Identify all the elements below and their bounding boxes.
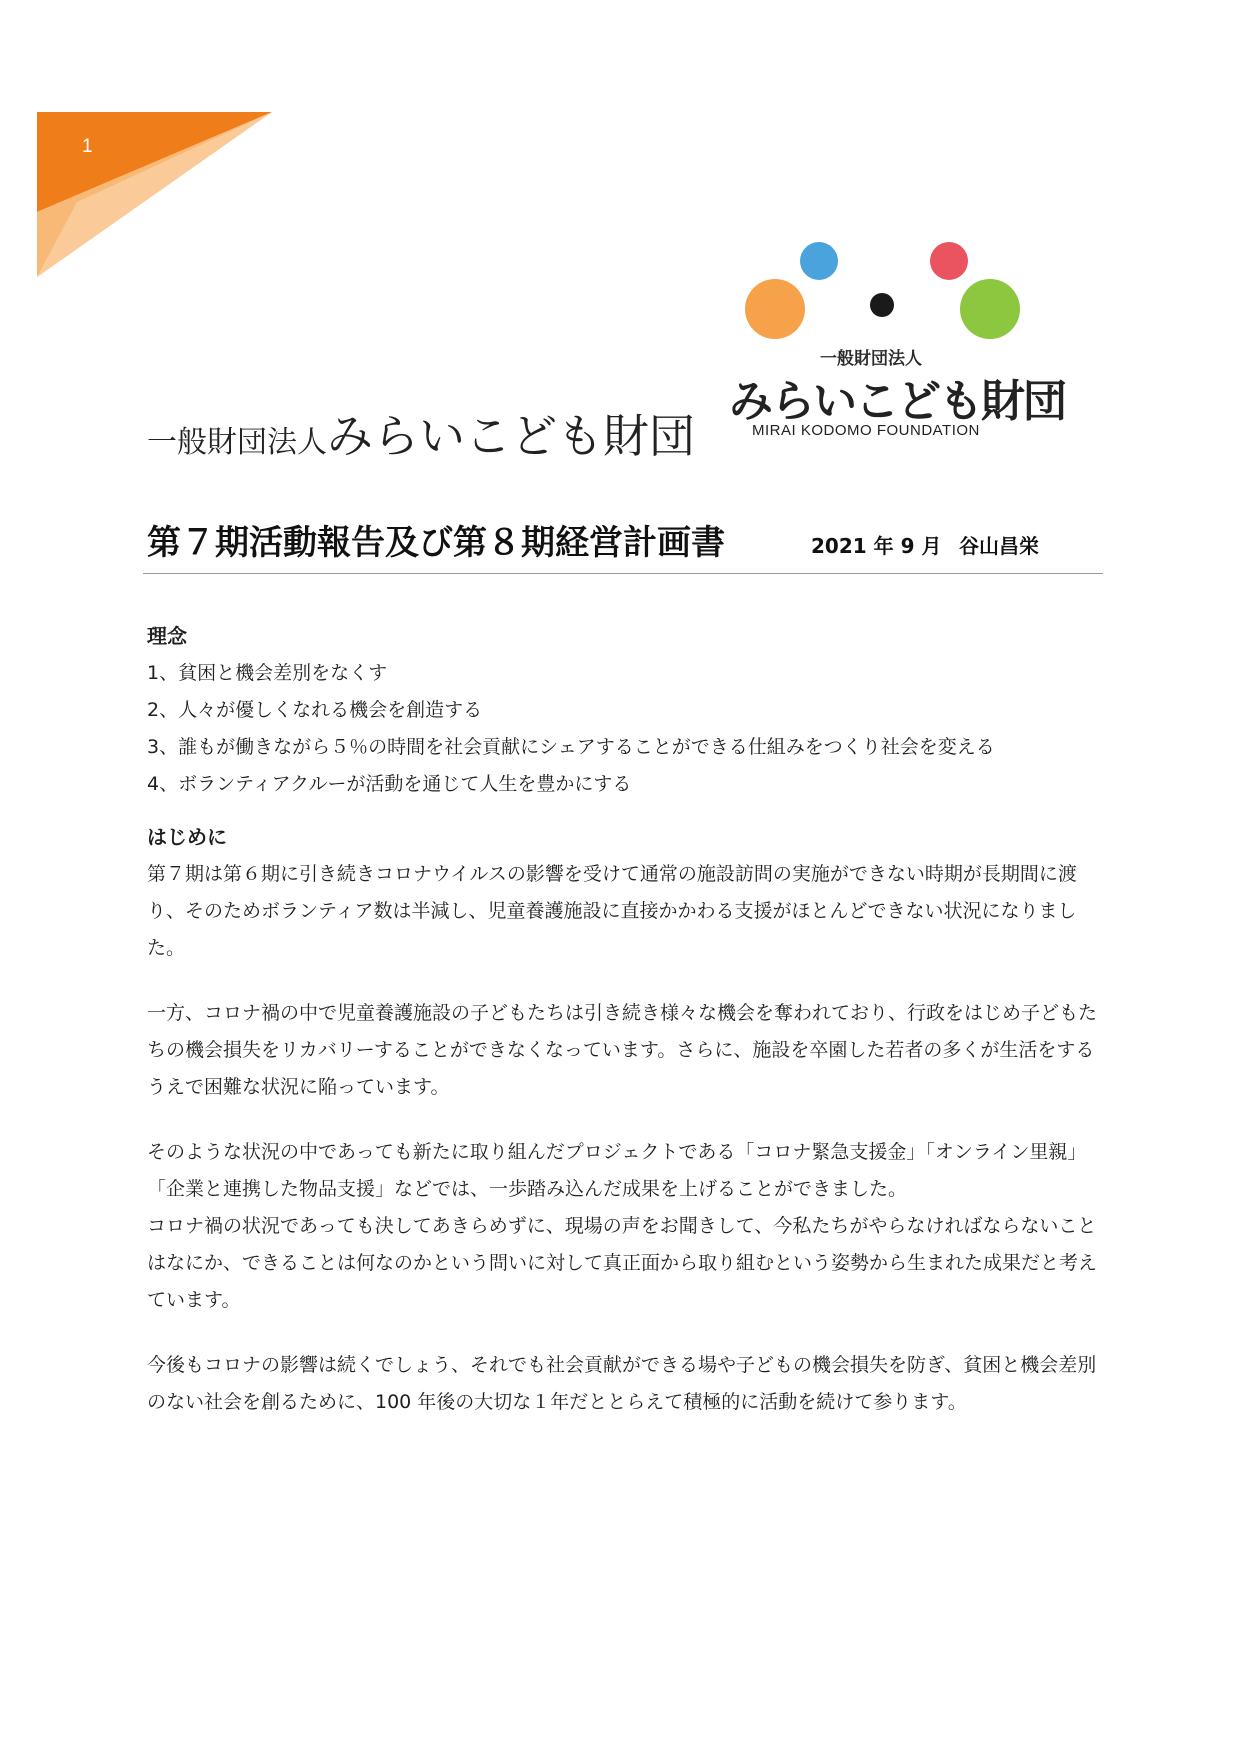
report-date: 2021 年 9 月: [811, 534, 942, 558]
philosophy-list: [147, 655, 1097, 803]
philosophy-item: 2、人々が優しくなれる機会を創造する: [147, 699, 483, 721]
logo-dot-black: [870, 293, 894, 317]
logo-dot-orange: [745, 279, 805, 339]
logo-dot-green: [960, 279, 1020, 339]
logo-subtitle: 一般財団法人: [820, 349, 922, 369]
report-header: [147, 515, 1107, 563]
logo-name: みらいこども財団: [729, 376, 1065, 427]
report-title: 第７期活動報告及び第８期経営計画書: [147, 523, 725, 563]
intro-paragraph: そのような状況の中であっても新たに取り組んだプロジェクトである「コロナ緊急支援金」「オンライン里親」「企業と連携した物品支援」などでは、一歩踏み込んだ成果を上げることができました。: [147, 1141, 1087, 1200]
intro-paragraph: コロナ禍の状況であっても決してあきらめずに、現場の声をお聞きして、今私たちがやらなければならないことはなにか、できることは何なのかという問いに対して真正面から取り組むという姿勢から生まれた成果だと考えています。: [147, 1215, 1098, 1311]
corner-decoration: [37, 112, 272, 277]
page-number: 1: [82, 136, 93, 157]
organization-name: みらいこども財団: [327, 409, 695, 463]
intro-paragraph: 第７期は第６期に引き続きコロナウイルスの影響を受けて通常の施設訪問の実施ができない時期が長期間に渡り、そのためボランティア数は半減し、児童養護施設に直接かかわる支援がほとんどできない状況になりました。: [147, 863, 1077, 959]
foundation-logo: [720, 232, 1065, 447]
report-author: 谷山昌栄: [959, 534, 1039, 558]
header-divider: [143, 573, 1103, 574]
intro-paragraph: 今後もコロナの影響は続くでしょう、それでも社会貢献ができる場や子どもの機会損失を防ぎ、貧困と機会差別のない社会を創るために、100 年後の大切な１年だととらえて積極的に活動を続けて参ります。: [147, 1354, 1097, 1413]
logo-english-name: MIRAI KODOMO FOUNDATION: [752, 422, 980, 439]
logo-dot-blue: [800, 242, 838, 280]
intro-heading: はじめに: [147, 825, 227, 849]
philosophy-item: 4、ボランティアクルーが活動を通じて人生を豊かにする: [147, 773, 632, 795]
philosophy-heading: 理念: [147, 624, 187, 648]
document-body: [147, 618, 1097, 1421]
philosophy-item: 3、誰もが働きながら５％の時間を社会貢献にシェアすることができる仕組みをつくり社会を変える: [147, 736, 995, 758]
organization-type: 一般財団法人: [147, 425, 327, 460]
intro-paragraph: 一方、コロナ禍の中で児童養護施設の子どもたちは引き続き様々な機会を奪われており、行政をはじめ子どもたちの機会損失をリカバリーすることができなくなっています。さらに、施設を卒園した若者の多くが生活をするうえで困難な状況に陥っています。: [147, 1002, 1098, 1098]
philosophy-item: 1、貧困と機会差別をなくす: [147, 662, 388, 684]
logo-dot-red: [930, 242, 968, 280]
organization-title: [147, 400, 695, 466]
